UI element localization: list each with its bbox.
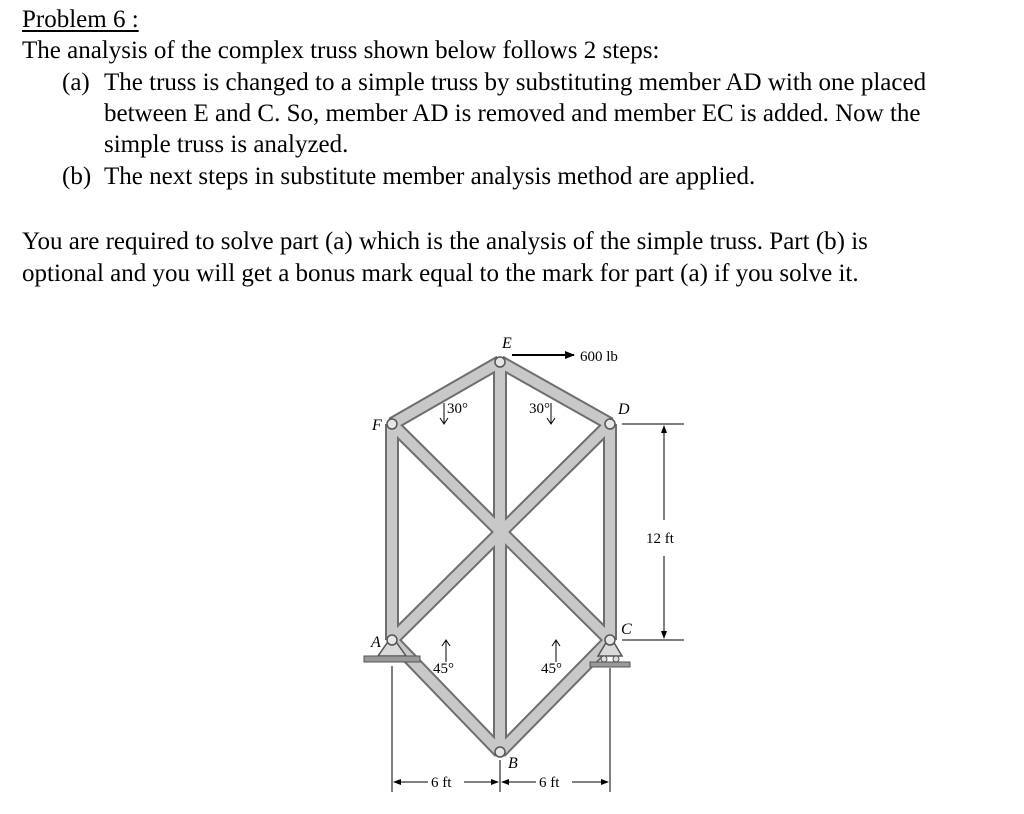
pin-c <box>605 635 615 645</box>
requirement-line: You are required to solve part (a) which is the analysis of the simple truss. Part (b) is <box>22 228 868 255</box>
joint-label-a: A <box>371 634 381 651</box>
joint-label-f: F <box>372 417 382 434</box>
member-ed <box>500 362 610 424</box>
pin-e <box>495 357 505 367</box>
member-fills <box>392 362 610 752</box>
joint-label-c: C <box>621 621 632 638</box>
angle-label-top-right: 30° <box>529 401 550 417</box>
part-a-line: The truss is changed to a simple truss by substituting member AD with one placed <box>104 69 927 96</box>
member-bc <box>500 640 610 752</box>
pin-f <box>387 419 397 429</box>
truss-members <box>392 362 610 752</box>
height-label: 12 ft <box>646 531 674 547</box>
joint-label-b: B <box>508 755 518 772</box>
problem-title: Problem 6 : <box>22 6 139 33</box>
width-label-right: 6 ft <box>539 775 560 791</box>
requirement-line: optional and you will get a bonus mark equal to the mark for part (a) if you solve it. <box>22 260 859 287</box>
load-label: 600 lb <box>580 349 618 365</box>
part-b-label: (b) <box>62 163 92 190</box>
part-a-line: between E and C. So, member AD is removed and member EC is added. Now the <box>104 100 921 127</box>
angle-label-top-left: 30° <box>447 401 468 417</box>
angle-label-bottom-right: 45° <box>541 661 562 677</box>
joint-label-e: E <box>502 335 512 352</box>
pin-d <box>605 419 615 429</box>
width-label-left: 6 ft <box>431 775 452 791</box>
member-fe <box>392 362 500 424</box>
part-a-label: (a) <box>62 69 90 96</box>
pin-a <box>387 635 397 645</box>
pin-b <box>495 747 505 757</box>
part-a-line: simple truss is analyzed. <box>104 131 349 158</box>
angle-label-bottom-left: 45° <box>433 661 454 677</box>
problem-intro: The analysis of the complex truss shown below follows 2 steps: <box>22 37 660 64</box>
part-b-line: The next steps in substitute member analysis method are applied. <box>104 163 756 190</box>
joint-label-d: D <box>618 401 630 418</box>
